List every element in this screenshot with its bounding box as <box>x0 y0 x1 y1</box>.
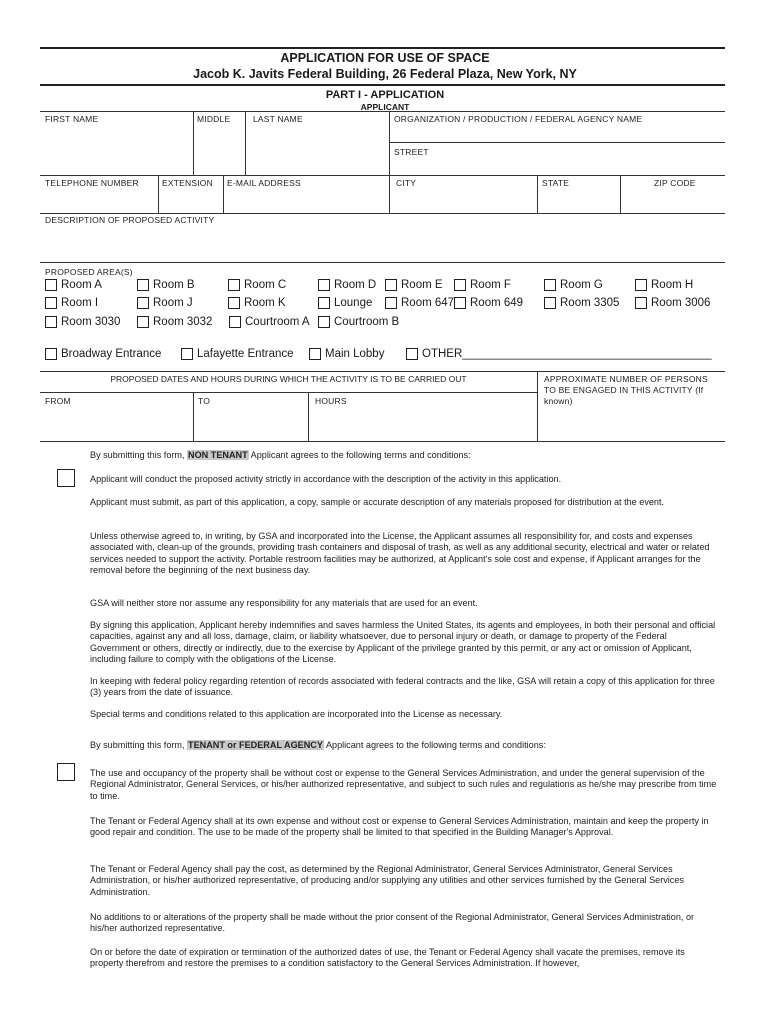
grid-divider <box>223 175 224 213</box>
header-rule <box>40 84 725 86</box>
grid-divider <box>193 392 194 441</box>
other-area-checkbox[interactable]: OTHER_______________________________________ <box>406 348 712 360</box>
checkbox-icon <box>385 297 397 309</box>
tenant-term: The Tenant or Federal Agency shall at its own expense and without cost or expense to General Services Administration, maintain and keep the property in good repair and condition. The use to be made of the property shall be limited to that specified in the Building Manager's Approval. <box>90 816 709 838</box>
area-checkbox[interactable]: Room J <box>137 297 193 309</box>
grid-divider <box>537 371 538 441</box>
area-checkbox[interactable]: Room I <box>45 297 98 309</box>
section-heading: APPLICANT <box>360 102 410 112</box>
page-subtitle: Jacob K. Javits Federal Building, 26 Federal Plaza, New York, NY <box>193 67 577 81</box>
non-tenant-highlight: NON TENANT <box>188 450 248 460</box>
grid-divider <box>158 175 159 213</box>
non-tenant-term: Applicant will conduct the proposed activity strictly in accordance with the description of the activity in this application. <box>90 474 562 484</box>
non-tenant-term: Applicant must submit, as part of this application, a copy, sample or accurate description of any materials proposed for distribution at the event. <box>90 497 665 507</box>
tenant-term: No additions to or alterations of the property shall be made without the prior consent of the Regional Administrator, General Services Administration, or his/her authorized representative. <box>90 912 695 934</box>
city-field[interactable]: CITY <box>396 178 417 188</box>
tenant-term: The use and occupancy of the property shall be without cost or expense to the General Services Administration, and under the general supervision of the Regional Administrator, General Services, or his/her authorized representative, and subject to such rules and regulations as he/she may prescribe from time to time. <box>90 768 717 801</box>
checkbox-icon <box>45 297 57 309</box>
grid-rule <box>40 371 725 372</box>
tenant-term: The Tenant or Federal Agency shall pay the cost, as determined by the Regional Administrator, General Services Administrator, General Services Administration, or his/her authorized representative, of producing and/or supplying any utilities and other services furnished by the General Services Administration. <box>90 864 684 897</box>
dates-heading: PROPOSED DATES AND HOURS DURING WHICH THE ACTIVITY IS TO BE CARRIED OUT <box>110 374 467 384</box>
checkbox-icon <box>137 316 149 328</box>
checkbox-icon <box>635 279 647 291</box>
email-field[interactable]: E-MAIL ADDRESS <box>227 178 301 188</box>
checkbox-icon <box>45 279 57 291</box>
non-tenant-agree-checkbox[interactable] <box>57 469 75 487</box>
grid-divider <box>308 392 309 441</box>
non-tenant-term: By signing this application, Applicant hereby indemnifies and saves harmless the United States, its agents and employees, in both their personal and official capacities, against any and all loss, damage, claim, or liability whatsoever, due to personal injury or death, or damage to property of the Federal Government or others, directly or indirectly, due to the exercise by Applicant of the privilege granted by this permit, or any act or omission of Applicant, including failure to comply with the obligations of the License. <box>90 620 716 665</box>
checkbox-icon <box>137 279 149 291</box>
organization-field[interactable]: ORGANIZATION / PRODUCTION / FEDERAL AGENCY NAME <box>394 114 643 124</box>
telephone-field[interactable]: TELEPHONE NUMBER <box>45 178 139 188</box>
grid-divider <box>620 175 621 213</box>
tenant-intro: By submitting this form, TENANT or FEDERAL AGENCY Applicant agrees to the following terms and conditions: <box>90 740 546 750</box>
middle-name-field[interactable]: MIDDLE <box>197 114 231 124</box>
grid-rule <box>40 392 537 393</box>
persons-label-3: known) <box>544 396 573 406</box>
tenant-agree-checkbox[interactable] <box>57 763 75 781</box>
persons-label[interactable]: APPROXIMATE NUMBER OF PERSONS <box>544 374 708 384</box>
top-rule <box>40 47 725 49</box>
tenant-term: On or before the date of expiration or termination of the authorized dates of use, the Tenant or Federal Agency shall vacate the premises, remove its property therefrom and restore the premises to a condition satisfactory to the General Services Administration. If however, <box>90 947 685 969</box>
hours-field[interactable]: HOURS <box>315 396 347 406</box>
area-checkbox[interactable]: Room A <box>45 279 102 291</box>
checkbox-icon <box>318 316 330 328</box>
grid-divider <box>389 111 390 213</box>
grid-divider <box>193 111 194 175</box>
grid-divider <box>245 111 246 175</box>
area-checkbox[interactable]: Lounge <box>318 297 372 309</box>
area-checkbox[interactable]: Room 3032 <box>137 316 212 328</box>
non-tenant-term: GSA will neither store nor assume any responsibility for any materials that are used for an event. <box>90 598 478 608</box>
proposed-areas-label: PROPOSED AREA(S) <box>45 267 133 277</box>
grid-rule <box>389 142 725 143</box>
non-tenant-intro: By submitting this form, NON TENANT Applicant agrees to the following terms and conditions: <box>90 450 471 460</box>
from-field[interactable]: FROM <box>45 396 71 406</box>
area-checkbox[interactable]: Lafayette Entrance <box>181 348 294 360</box>
checkbox-icon <box>309 348 321 360</box>
checkbox-icon <box>635 297 647 309</box>
area-checkbox[interactable]: Broadway Entrance <box>45 348 161 360</box>
area-checkbox[interactable]: Room D <box>318 279 376 291</box>
area-checkbox[interactable]: Room B <box>137 279 195 291</box>
checkbox-icon <box>454 297 466 309</box>
checkbox-icon <box>45 316 57 328</box>
non-tenant-term: In keeping with federal policy regarding retention of records associated with federal contracts and the like, GSA will retain a copy of this application for three (3) years from the date of issuance. <box>90 676 715 698</box>
page-title: APPLICATION FOR USE OF SPACE <box>280 51 490 65</box>
area-checkbox[interactable]: Room C <box>228 279 286 291</box>
persons-label-2: TO BE ENGAGED IN THIS ACTIVITY (If <box>544 385 704 395</box>
area-checkbox[interactable]: Room G <box>544 279 603 291</box>
to-field[interactable]: TO <box>198 396 211 406</box>
part-heading: PART I - APPLICATION <box>325 89 445 101</box>
grid-rule <box>40 175 725 176</box>
grid-rule <box>40 262 725 263</box>
checkbox-icon <box>137 297 149 309</box>
checkbox-icon <box>228 297 240 309</box>
area-checkbox[interactable]: Room 649 <box>454 297 523 309</box>
area-checkbox[interactable]: Room E <box>385 279 443 291</box>
checkbox-icon <box>229 316 241 328</box>
area-checkbox[interactable]: Room H <box>635 279 693 291</box>
first-name-field[interactable]: FIRST NAME <box>45 114 99 124</box>
zip-code-field[interactable]: ZIP CODE <box>654 178 696 188</box>
non-tenant-term: Unless otherwise agreed to, in writing, by GSA and incorporated into the License, the Applicant assumes all responsibility for, and costs and expenses associated with, clean-up of the grounds, providing trash containers and disposal of trash, as well as any additional security, electrical and water or related services needed to support the activity. Portable restroom facilities may be authorized, at Applicant's sole cost and expense, if Applicant arranges for the removal before the beginning of the next business day. <box>90 531 710 576</box>
checkbox-icon <box>228 279 240 291</box>
grid-rule <box>40 441 725 442</box>
checkbox-icon <box>544 279 556 291</box>
street-field[interactable]: STREET <box>394 147 429 157</box>
state-field[interactable]: STATE <box>542 178 570 188</box>
grid-rule <box>40 213 725 214</box>
area-checkbox[interactable]: Room 3006 <box>635 297 710 309</box>
checkbox-icon <box>318 279 330 291</box>
checkbox-icon <box>45 348 57 360</box>
grid-divider <box>537 175 538 213</box>
checkbox-icon <box>318 297 330 309</box>
description-field[interactable]: DESCRIPTION OF PROPOSED ACTIVITY <box>45 215 215 225</box>
area-checkbox[interactable]: Courtroom B <box>318 316 399 328</box>
non-tenant-term: Special terms and conditions related to this application are incorporated into the License as necessary. <box>90 709 503 719</box>
area-checkbox[interactable]: Room F <box>454 279 511 291</box>
area-checkbox[interactable]: Room 3305 <box>544 297 619 309</box>
area-checkbox[interactable]: Room K <box>228 297 286 309</box>
checkbox-icon <box>385 279 397 291</box>
area-checkbox[interactable]: Room 647 <box>385 297 454 309</box>
area-checkbox[interactable]: Main Lobby <box>309 348 384 360</box>
last-name-field[interactable]: LAST NAME <box>253 114 303 124</box>
extension-field[interactable]: EXTENSION <box>162 178 213 188</box>
grid-rule <box>40 111 725 112</box>
checkbox-icon <box>454 279 466 291</box>
area-checkbox[interactable]: Courtroom A <box>229 316 310 328</box>
checkbox-icon <box>406 348 418 360</box>
checkbox-icon <box>544 297 556 309</box>
tenant-highlight: TENANT or FEDERAL AGENCY <box>188 740 323 750</box>
checkbox-icon <box>181 348 193 360</box>
area-checkbox[interactable]: Room 3030 <box>45 316 120 328</box>
